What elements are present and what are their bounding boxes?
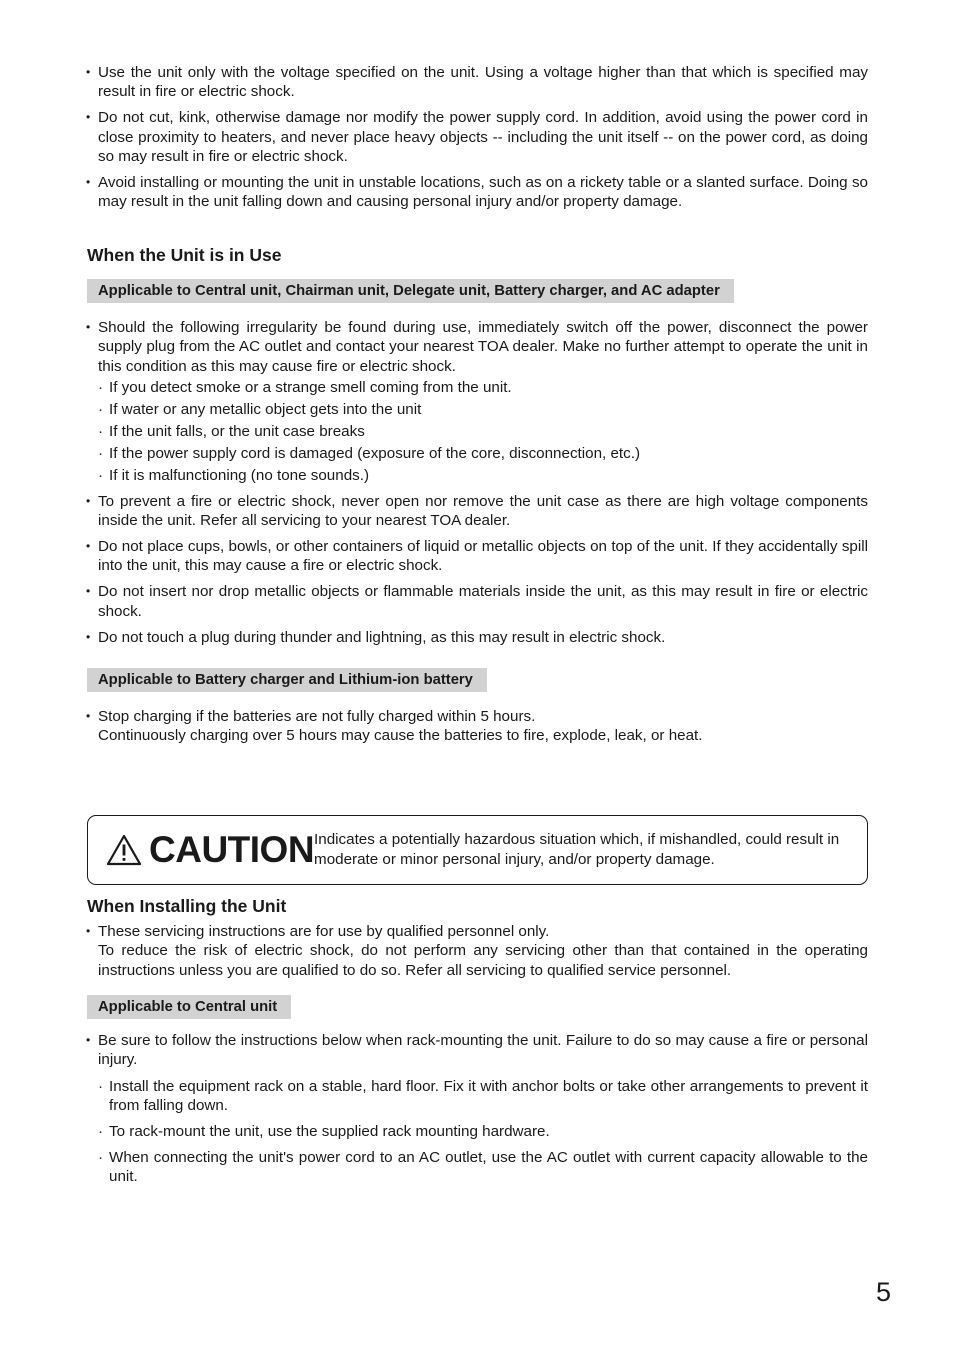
list-item-text: Should the following irregularity be found during use, immediately switch off the power, disconnect the power supply plug from the AC outlet and contact your nearest TOA dealer. Make no further attempt to operate the unit in this condition as this may cause fire or electric shock. [98, 318, 868, 375]
list-item-text: • Stop charging if the batteries are not fully charged within 5 hours. [98, 707, 536, 725]
in-use-bullet-list [87, 318, 868, 647]
list-item: • Do not cut, kink, otherwise damage nor modify the power supply cord. In addition, avoid using the power cord in close proximity to heaters, and never place heavy objects -- including the unit itself -- on the power cord, as doing so may result in fire or electric shock. [87, 108, 868, 166]
rack-bullet-list [87, 1031, 868, 1187]
warning-triangle-icon [106, 834, 142, 866]
list-item: • Avoid installing or mounting the unit in unstable locations, such as on a rickety table or a slanted surface. Doing so may result in the unit falling down and causing personal injury and/or property damage. [87, 173, 868, 212]
page-number: 5 [876, 1277, 892, 1307]
intro-bullet-list [87, 63, 868, 212]
section-heading-installing: When Installing the Unit [87, 895, 287, 916]
page-content [87, 63, 868, 1193]
list-item: • Use the unit only with the voltage specified on the unit. Using a voltage higher than that which is specified may result in fire or electric shock. [87, 63, 868, 102]
list-item [87, 707, 868, 746]
sub-list-item: · If water or any metallic object gets into the unit [98, 400, 868, 419]
section-heading-in-use: When the Unit is in Use [87, 244, 282, 265]
irregularity-sub-list [98, 378, 868, 485]
list-item: • Do not insert nor drop metallic objects or flammable materials inside the unit, as this may result in fire or electric shock. [87, 582, 868, 621]
list-item-text: • These servicing instructions are for use by qualified personnel only. [98, 922, 550, 940]
list-item-text: Continuously charging over 5 hours may cause the batteries to fire, explode, leak, or heat. [98, 727, 703, 745]
sub-list-item: · If you detect smoke or a strange smell coming from the unit. [98, 378, 868, 397]
applicability-tag: Applicable to Central unit, Chairman unit, Delegate unit, Battery charger, and AC adapter [87, 279, 734, 303]
applicability-tag: Applicable to Central unit [87, 995, 291, 1019]
caution-banner [87, 815, 868, 885]
sub-list-item: · Install the equipment rack on a stable, hard floor. Fix it with anchor bolts or take other arrangements to prevent it from falling down. [98, 1077, 868, 1116]
caution-description: Indicates a potentially hazardous situation which, if mishandled, could result in moderate or minor personal injury, and/or property damage. [314, 830, 840, 868]
list-item: • To prevent a fire or electric shock, never open nor remove the unit case as there are high voltage components inside the unit. Refer all servicing to your nearest TOA dealer. [87, 492, 868, 531]
list-item [87, 1031, 868, 1187]
list-item: • Do not touch a plug during thunder and lightning, as this may result in electric shock. [87, 628, 868, 647]
list-item: • Do not place cups, bowls, or other containers of liquid or metallic objects on top of the unit. If they accidentally spill into the unit, this may cause a fire or electric shock. [87, 537, 868, 576]
list-item-text: Be sure to follow the instructions below when rack-mounting the unit. Failure to do so may cause a fire or personal injury. [98, 1031, 868, 1069]
sub-list-item: · When connecting the unit's power cord to an AC outlet, use the AC outlet with current capacity allowable to the unit. [98, 1148, 868, 1187]
battery-bullet-list [87, 707, 868, 746]
list-item [87, 318, 868, 485]
caution-label [88, 830, 314, 870]
list-item-text: To reduce the risk of electric shock, do not perform any servicing other than that contained in the operating instructions unless you are qualified to do so. Refer all servicing to qualified service personnel. [98, 942, 868, 979]
rack-sub-list [98, 1077, 868, 1187]
sub-list-item: · If the unit falls, or the unit case breaks [98, 422, 868, 441]
installing-bullet-list [87, 922, 868, 980]
sub-list-item: · If the power supply cord is damaged (exposure of the core, disconnection, etc.) [98, 444, 868, 463]
applicability-tag: Applicable to Battery charger and Lithium-ion battery [87, 668, 487, 692]
sub-list-item: · If it is malfunctioning (no tone sounds.) [98, 466, 868, 485]
sub-list-item: · To rack-mount the unit, use the supplied rack mounting hardware. [98, 1122, 868, 1141]
caution-word: CAUTION [149, 828, 315, 870]
list-item [87, 922, 868, 980]
